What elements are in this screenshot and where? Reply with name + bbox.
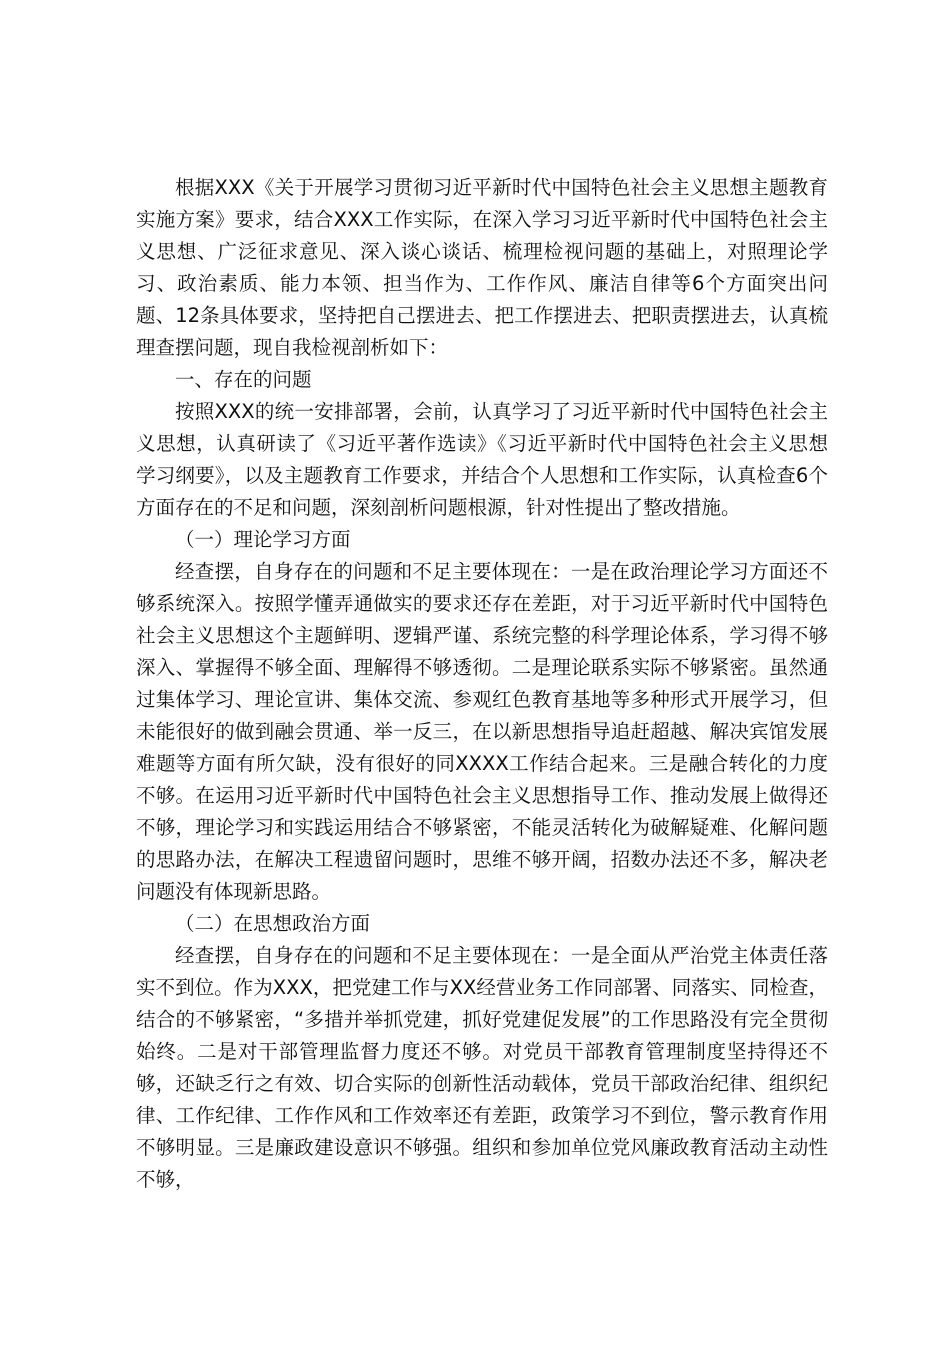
subsection-heading-ideology-politics: （二）在思想政治方面 bbox=[175, 912, 371, 935]
theory-study-paragraph: 经查摆，自身存在的问题和不足主要体现在：一是在政治理论学习方面还不够系统深入。按照学懂弄通做实的要求还存在差距，对于习近平新时代中国特色社会主义思想这个主题鲜明、逻辑严谨、系统完整的科学理论体系，学习得不够深入、掌握得不够全面、理解得不够透彻。二是理论联系实际不够紧密。虽然通过集体学习、理论宣讲、集体交流、参观红色教育基地等多种形式开展学习，但未能很好的做到融会贯通、举一反三，在以新思想指导追赶超越、解决宾馆发展难题等方面有所欠缺，没有很好的同XXXX工作结合起来。三是融合转化的力度不够。在运用习近平新时代中国特色社会主义思想指导工作、推动发展上做得还不够，理论学习和实践运用结合不够紧密，不能灵活转化为破解疑难、化解问题的思路办法，在解决工程遗留问题时，思维不够开阔，招数办法还不多，解决老问题没有体现新思路。 bbox=[136, 560, 828, 903]
document-body bbox=[136, 172, 828, 1196]
intro-paragraph: 根据XXX《关于开展学习贯彻习近平新时代中国特色社会主义思想主题教育实施方案》要求，结合XXX工作实际，在深入学习习近平新时代中国特色社会主义思想、广泛征求意见、深入谈心谈话、梳理检视问题的基础上，对照理论学习、政治素质、能力本领、担当作为、工作作风、廉洁自律等6个方面突出问题、12条具体要求，坚持把自己摆进去、把工作摆进去、把职责摆进去，认真梳理查摆问题，现自我检视剖析如下： bbox=[136, 176, 828, 359]
section-heading-existing-problems: 一、存在的问题 bbox=[175, 368, 312, 391]
overview-paragraph: 按照XXX的统一安排部署，会前，认真学习了习近平新时代中国特色社会主义思想，认真研读了《习近平著作选读》《习近平新时代中国特色社会主义思想学习纲要》，以及主题教育工作要求，并结合个人思想和工作实际，认真检查6个方面存在的不足和问题，深刻剖析问题根源，针对性提出了整改措施。 bbox=[136, 400, 828, 519]
ideology-politics-paragraph: 经查摆，自身存在的问题和不足主要体现在：一是全面从严治党主体责任落实不到位。作为XXX，把党建工作与XX经营业务工作同部署、同落实、同检查，结合的不够紧密，“多措并举抓党建，抓好党建促发展”的工作思路没有完全贯彻始终。二是对干部管理监督力度还不够。对党员干部教育管理制度坚持得还不够，还缺乏行之有效、切合实际的创新性活动载体，党员干部政治纪律、组织纪律、工作纪律、工作作风和工作效率还有差距，政策学习不到位，警示教育作用不够明显。三是廉政建设意识不够强。组织和参加单位党风廉政教育活动主动性不够， bbox=[136, 944, 828, 1191]
subsection-heading-theory-study: （一）理论学习方面 bbox=[175, 528, 351, 551]
